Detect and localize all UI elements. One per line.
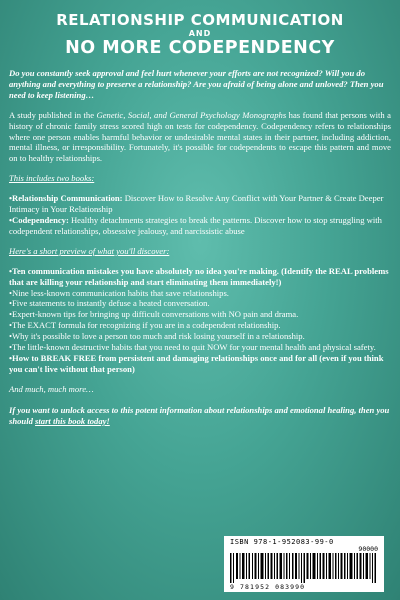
book-name: •Codependency: — [9, 214, 69, 225]
price-code: 90000 — [358, 545, 378, 553]
closing-paragraph — [9, 405, 391, 427]
book-item — [9, 215, 391, 237]
book-description: Healthy detachments strategies to break the patterns. Discover how to stop struggling with codependent relationships, obsessive jealousy, and narcissistic abuse — [9, 214, 382, 236]
preview-item: •Nine less-known communication habits that save relationships. — [9, 287, 229, 298]
journal-name: Genetic, Social, and General Psychology Monographs — [96, 109, 287, 120]
book-description: Discover How to Resolve Any Conflict with Your Partner & Create Deeper Intimacy in Your Relationship — [9, 193, 384, 215]
book-name: •Relationship Communication: — [9, 193, 123, 204]
title-connector: AND — [188, 29, 212, 38]
title-line-1: RELATIONSHIP COMMUNICATION — [56, 11, 344, 29]
ean-digits: 9 781952 083990 — [230, 583, 306, 591]
preview-item-featured: •Ten communication mistakes you have absolutely no idea you're making. (Identify the REAL problems that are killing your relationship and start eliminating them immediately!) — [9, 265, 389, 287]
cover-title — [0, 0, 400, 58]
preview-item-featured: •How to BREAK FREE from persistent and damaging relationships once and for all (even if you think you can't live without that person) — [9, 352, 384, 374]
preview-item: •The EXACT formula for recognizing if you are in a codependent relationship. — [9, 320, 281, 331]
barcode-bars — [230, 553, 378, 583]
study-text-before: A study published in the — [9, 109, 97, 120]
book-item — [9, 193, 391, 215]
blurb-body — [9, 68, 391, 426]
preview-item: •The little-known destructive habits that you need to quit NOW for your mental health and physical safety. — [9, 342, 376, 353]
start-book-link[interactable]: start this book today! — [35, 415, 110, 426]
books-heading: This includes two books: — [9, 173, 95, 184]
preview-heading: Here's a short preview of what you'll discover: — [9, 245, 170, 256]
study-text-after: has found that persons with a history of chronic family stress scored high on tests for codependency. Codependency refers to relationships where one person enables harmful behavior or undesirable mental states in their partner, including addiction, mental illness, or irresponsibility. Fortunately, it's possible for codependents to escape this pattern and move on to healthy relationships. — [9, 109, 391, 164]
isbn-barcode — [224, 536, 384, 592]
much-more-text: And much, much more… — [9, 383, 94, 394]
preview-item: •Five statements to instantly defuse a heated conversation. — [9, 298, 210, 309]
isbn-number: ISBN 978-1-952083-99-0 — [230, 538, 334, 546]
intro-paragraph: Do you constantly seek approval and feel hurt whenever your efforts are not recognized? Will you do anything and everything to preserve a relationship? Are you afraid of being alone and unloved? Then you need to keep listening… — [9, 68, 384, 100]
closing-text: If you want to unlock access to this potent information about relationships and emotional healing, then you should — [9, 404, 390, 426]
preview-item: •Expert-known tips for bringing up difficult conversations with NO pain and drama. — [9, 309, 299, 320]
study-paragraph — [9, 110, 391, 165]
title-line-2: NO MORE CODEPENDENCY — [65, 38, 335, 58]
preview-item: •Why it's possible to love a person too much and risk losing yourself in a relationship. — [9, 331, 305, 342]
